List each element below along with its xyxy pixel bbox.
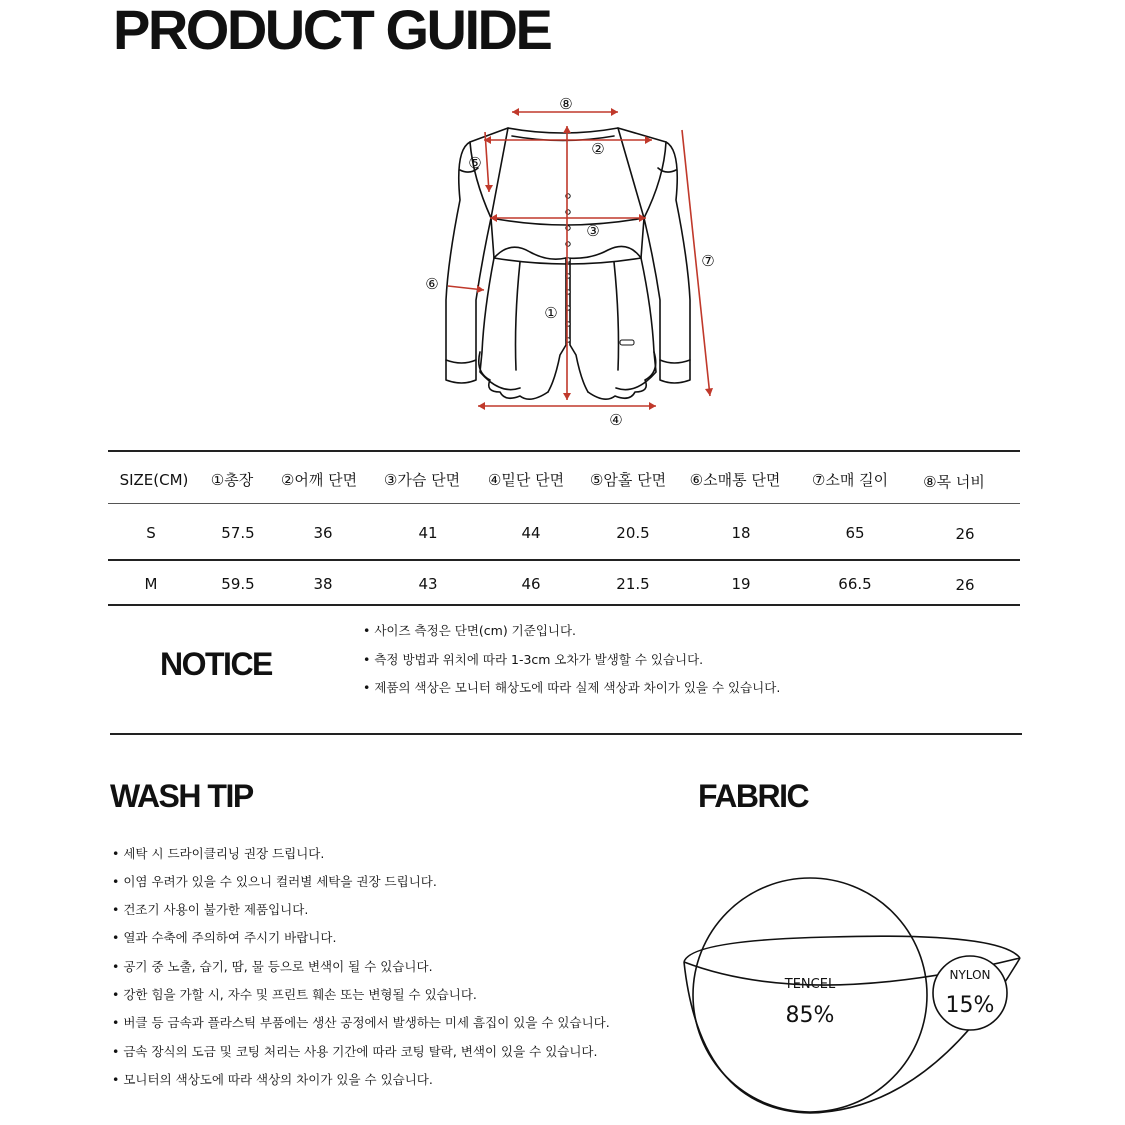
row-value: 46 [521,575,541,593]
row-value: 43 [418,575,438,593]
row-value: 36 [313,524,333,542]
header-sleeve-width: ⑥소매통 단면 [689,471,781,489]
marker-7: ⑦ [701,252,715,270]
row-size: M [144,575,158,593]
wash-tip-item: • 열과 수축에 주의하여 주시기 바랍니다. [112,930,337,945]
wash-tip-item: • 금속 장식의 도금 및 코팅 처리는 사용 기간에 따라 코팅 탈락, 변색이 있을 수 있습니다. [112,1044,598,1059]
row-value: 59.5 [221,575,255,593]
notice-item: • 제품의 색상은 모니터 해상도에 따라 실제 색상과 차이가 있을 수 있습니다. [363,680,781,695]
marker-4: ④ [609,411,623,429]
fabric-tencel-percent: 85% [785,1003,835,1028]
marker-5: ⑤ [468,154,482,172]
fabric-nylon-percent: 15% [945,993,995,1018]
row-value: 26 [955,525,975,543]
fabric-sphere-tencel [693,878,927,1112]
fabric-tencel-label: TENCEL [784,977,836,992]
marker-3: ③ [586,222,600,240]
wash-tip-item: • 공기 중 노출, 습기, 땀, 물 등으로 변색이 될 수 있습니다. [112,959,433,974]
header-sleeve-length: ⑦소매 길이 [811,471,889,489]
wash-tip-item: • 버클 등 금속과 플라스틱 부품에는 생산 공정에서 발생하는 미세 흠집이 있을 수 있습니다. [112,1015,610,1030]
wash-tip-item: • 강한 힘을 가할 시, 자수 및 프린트 훼손 또는 변형될 수 있습니다. [112,987,477,1002]
row-value: 44 [521,524,541,542]
wash-tip-item: • 세탁 시 드라이클리닝 권장 드립니다. [112,846,325,861]
row-value: 20.5 [616,524,650,542]
wash-tip-item: • 이염 우려가 있을 수 있으니 컬러별 세탁을 권장 드립니다. [112,874,437,889]
header-shoulder: ②어깨 단면 [280,471,358,489]
header-neck-width: ⑧목 너비 [923,473,985,491]
fabric-nylon-label: NYLON [949,968,991,982]
fabric-heading: FABRIC [698,778,809,814]
row-value: 41 [418,524,438,542]
marker-6: ⑥ [425,275,439,293]
notice-item: • 측정 방법과 위치에 따라 1-3cm 오차가 발생할 수 있습니다. [363,652,704,667]
wash-tip-item: • 모니터의 색상도에 따라 색상의 차이가 있을 수 있습니다. [112,1072,433,1087]
row-value: 18 [731,524,751,542]
page-title: PRODUCT GUIDE [113,0,551,61]
notice-heading: NOTICE [160,646,272,682]
header-chest: ③가슴 단면 [383,471,461,489]
row-value: 57.5 [221,524,255,542]
row-value: 19 [731,575,751,593]
header-size: SIZE(CM) [119,471,189,489]
row-value: 26 [955,576,975,594]
marker-8: ⑧ [559,95,573,113]
row-value: 38 [313,575,333,593]
header-armhole: ⑤암홀 단면 [589,471,667,489]
marker-2: ② [591,140,605,158]
wash-tip-heading: WASH TIP [110,778,253,814]
row-value: 66.5 [838,575,872,593]
wash-tip-item: • 건조기 사용이 불가한 제품입니다. [112,902,309,917]
row-value: 65 [845,524,865,542]
header-total-length: ①총장 [210,471,254,489]
notice-item: • 사이즈 측정은 단면(cm) 기준입니다. [363,623,577,638]
header-hem: ④밑단 단면 [487,471,565,489]
row-value: 21.5 [616,575,650,593]
marker-1: ① [544,304,558,322]
row-size: S [146,524,156,542]
